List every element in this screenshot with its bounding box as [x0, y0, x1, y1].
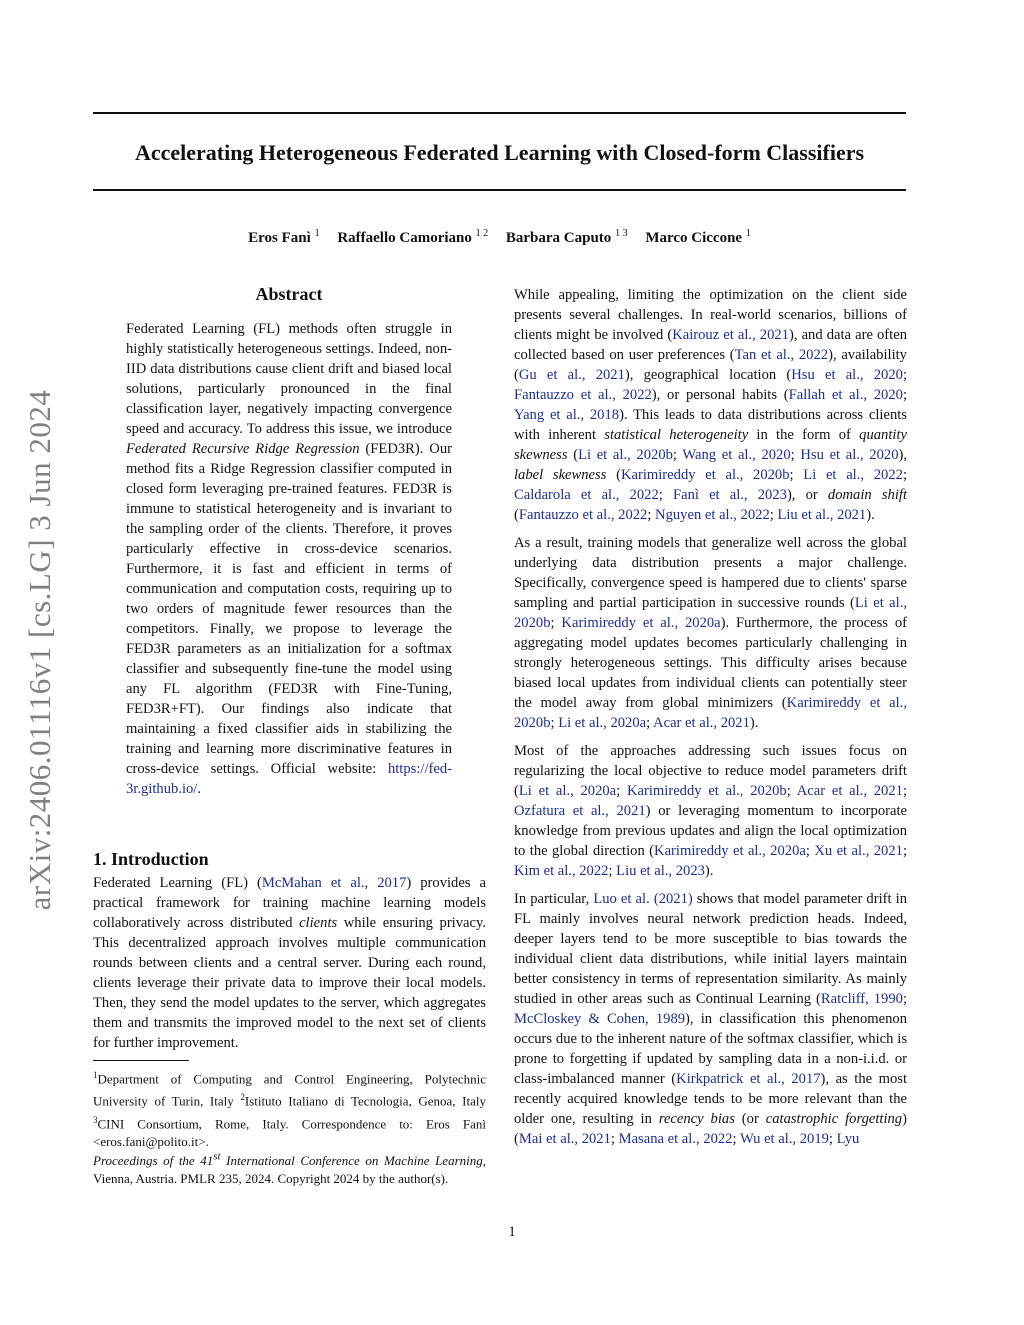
- paragraph-prediction-heads: In particular, Luo et al. (2021) shows that model parameter drift in FL mainly involves neural network prediction heads. Indeed, deeper layers tend to be more susceptible to bias towards the individual client data distributions, while initial layers maintain better consistency in terms of representation similarity. As mainly studied in other areas such as Continual Learning (Ratcliff, 1990; McCloskey & Cohen, 1989), in classification this phenomenon occurs due to the inherent nature of the softmax classifier, which is prone to forgetting if updated by sampling data in a non-i.i.d. or class-imbalanced manner (Kirkpatrick et al., 2017), as the most recently acquired knowledge tends to be more relevant than the older one, resulting in recency bias (or catastrophic forgetting) (Mai et al., 2021; Masana et al., 2022; Wu et al., 2019; Lyu: [514, 891, 907, 1147]
- citation-link[interactable]: Xu et al., 2021: [814, 843, 903, 859]
- author-affiliation: 1: [314, 228, 320, 239]
- paragraph-challenges: While appealing, limiting the optimization on the client side presents several challenges. In real-world scenarios, billions of clients might be involved (Kairouz et al., 2021), and data are often collected based on user preferences (Tan et al., 2022), availability (Gu et al., 2021), geographical location (Hsu et al., 2020; Fantauzzo et al., 2022), or personal habits (Fallah et al., 2020; Yang et al., 2018). This leads to data distributions across clients with inherent statistical heterogeneity in the form of quantity skewness (Li et al., 2020b; Wang et al., 2020; Hsu et al., 2020), label skewness (Karimireddy et al., 2020b; Li et al., 2022; Caldarola et al., 2022; Fanì et al., 2023), or domain shift (Fantauzzo et al., 2022; Nguyen et al., 2022; Liu et al., 2021).: [514, 287, 908, 523]
- citation-link[interactable]: Karimireddy et al., 2020a: [654, 843, 806, 859]
- citation-link[interactable]: Karimireddy et al., 2020b: [627, 783, 787, 799]
- website-link[interactable]: https://fed-3r.github.io/: [126, 761, 452, 797]
- arxiv-stamp: arXiv:2406.01116v1 [cs.LG] 3 Jun 2024: [22, 389, 57, 911]
- citation-link[interactable]: Li et al., 2020b: [578, 447, 673, 463]
- citation-link[interactable]: Ratcliff, 1990: [820, 991, 903, 1007]
- citation-link[interactable]: Wu et al., 2019: [739, 1131, 829, 1147]
- citation-link[interactable]: Lyu: [836, 1131, 860, 1147]
- citation-link[interactable]: Mai et al., 2021: [518, 1131, 611, 1147]
- citation-link[interactable]: McMahan et al.: [261, 875, 365, 891]
- author-name: Barbara Caputo: [505, 230, 612, 246]
- method-name: Federated Recursive Ridge Regression: [126, 441, 360, 457]
- citation-link[interactable]: Yang et al., 2018: [514, 407, 620, 423]
- citation-link[interactable]: Masana et al., 2022: [618, 1131, 733, 1147]
- citation-link[interactable]: 2017: [377, 875, 407, 891]
- author: [248, 230, 319, 246]
- author: [645, 230, 751, 246]
- right-column: [514, 285, 907, 1157]
- author-list: [93, 228, 906, 248]
- citation-link[interactable]: Tan et al., 2022: [734, 347, 829, 363]
- citation-link[interactable]: Li et al., 2020b: [514, 595, 907, 631]
- citation-link[interactable]: Hsu et al., 2020: [800, 447, 899, 463]
- citation-link[interactable]: Hsu et al., 2020: [791, 367, 903, 383]
- citation-link[interactable]: Nguyen et al., 2022: [655, 507, 770, 523]
- citation-link[interactable]: Gu et al., 2021: [518, 367, 625, 383]
- citation-link[interactable]: Fanì et al., 2023: [672, 487, 787, 503]
- affiliation-footnote: $^1$Department of Computing and Control Engineering, Polytechnic University of Turin, Italy $^2$Istituto Italiano di Tecnologia, Genoa, Italy $^3$CINI Consortium, Rome, Italy. Correspondence to: Eros Fanì <eros.fani@polito.it>.: [93, 1070, 486, 1149]
- paragraph-approaches: Most of the approaches addressing such issues focus on regularizing the local objective to reduce model parameters drift (Li et al., 2020a; Karimireddy et al., 2020b; Acar et al., 2021; Ozfatura et al., 2021) or leveraging momentum to incorporate knowledge from previous updates and align the local optimization to the global direction (Karimireddy et al., 2020a; Xu et al., 2021; Kim et al., 2022; Liu et al., 2023).: [514, 743, 908, 879]
- citation-link[interactable]: Karimireddy et al., 2020a: [561, 615, 721, 631]
- citation-link[interactable]: Acar et al., 2021: [796, 783, 903, 799]
- proceedings-note: Proceedings of the 41st International Conference on Machine Learning, Vienna, Austria. PMLR 235, 2024. Copyright 2024 by the author(s).: [93, 1151, 486, 1187]
- title-top-rule: [93, 112, 906, 114]
- citation-link[interactable]: Li et al., 2020a: [518, 783, 617, 799]
- citation-link[interactable]: Kairouz et al., 2021: [672, 327, 789, 343]
- citation-link[interactable]: Karimireddy et al., 2020b: [514, 695, 907, 731]
- author-name: Marco Ciccone: [645, 230, 743, 246]
- page-number: 1: [508, 1224, 516, 1240]
- citation-link[interactable]: McCloskey & Cohen, 1989: [514, 1011, 686, 1027]
- citation-link[interactable]: Fantauzzo et al., 2022: [514, 387, 652, 403]
- citation-link[interactable]: Li et al., 2020a: [558, 715, 647, 731]
- citation-link[interactable]: Kirkpatrick et al., 2017: [676, 1071, 821, 1087]
- abstract-text: Federated Learning (FL) methods often struggle in highly statistically heterogeneous settings. Indeed, non-IID data distributions cause client drift and biased local solutions, particularly pronounced in the final classification layer, negatively impacting convergence speed and accuracy. To address this issue, we introduce Federated Recursive Ridge Regression (FED3R). Our method fits a Ridge Regression classifier computed in closed form leveraging pre-trained features. FED3R is immune to statistical heterogeneity and is invariant to the sampling order of the clients. Therefore, it proves particularly effective in cross-device scenarios. Furthermore, it is fast and efficient in terms of communication and computation costs, requiring up to two orders of magnitude fewer resources than the competitors. Finally, we propose to leverage the FED3R parameters as an initialization for a softmax classifier and subsequently fine-tune the model using any FL algorithm (FED3R with Fine-Tuning, FED3R+FT). Our findings also indicate that maintaining a fixed classifier aids in stabilizing the training and learning more discriminative features in cross-device settings. Official website: https://fed-3r.github.io/.: [126, 321, 452, 797]
- citation-link[interactable]: Liu et al., 2021: [777, 507, 867, 523]
- footnote-rule: [93, 1060, 189, 1061]
- author-name: Raffaello Camoriano: [337, 230, 472, 246]
- intro-paragraph: Federated Learning (FL) (McMahan et al., 2017) provides a practical framework for training machine learning models collaboratively across distributed clients while ensuring privacy. This decentralized approach involves multiple communication rounds between clients and a central server. During each round, clients leverage their private data to improve their local models. Then, they send the model updates to the server, which aggregates them and transmits the improved model to the next set of clients for further improvement.: [93, 875, 486, 1051]
- paragraph-convergence: As a result, training models that generalize well across the global underlying data distribution presents a major challenge. Specifically, convergence speed is hampered due to clients' sparse sampling and partial participation in successive rounds (Li et al., 2020b; Karimireddy et al., 2020a). Furthermore, the process of aggregating model updates becomes particularly challenging in strongly heterogeneous settings. This difficulty arises because biased local updates from individual clients can potentially steer the model away from global minimizers (Karimireddy et al., 2020b; Li et al., 2020a; Acar et al., 2021).: [514, 535, 907, 731]
- author-affiliation: 1 2: [475, 228, 489, 239]
- citation-link[interactable]: Fallah et al., 2020: [788, 387, 903, 403]
- citation-link[interactable]: Wang et al., 2020: [682, 447, 791, 463]
- abstract-heading: Abstract: [255, 284, 323, 304]
- citation-link[interactable]: Fantauzzo et al., 2022: [518, 507, 648, 523]
- citation-link[interactable]: Ozfatura et al., 2021: [514, 803, 646, 819]
- citation-link[interactable]: Caldarola et al., 2022: [514, 487, 659, 503]
- citation-link[interactable]: Liu et al., 2023: [616, 863, 705, 879]
- citation-link[interactable]: Luo et al. (2021): [593, 891, 693, 907]
- author-name: Eros Fanì: [248, 230, 311, 246]
- section-heading-introduction: 1. Introduction: [93, 849, 209, 869]
- title-bottom-rule: [93, 189, 906, 191]
- citation-link[interactable]: Li et al., 2022: [803, 467, 903, 483]
- author: [337, 230, 488, 246]
- author: [506, 230, 628, 246]
- author-affiliation: 1: [745, 228, 751, 239]
- citation-link[interactable]: Kim et al., 2022: [514, 863, 609, 879]
- author-affiliation: 1 3: [615, 228, 628, 239]
- citation-link[interactable]: Acar et al., 2021: [653, 715, 750, 731]
- paper-title: Accelerating Heterogeneous Federated Learning with Closed-form Classifiers: [134, 140, 865, 165]
- citation-link[interactable]: Karimireddy et al., 2020b: [620, 467, 790, 483]
